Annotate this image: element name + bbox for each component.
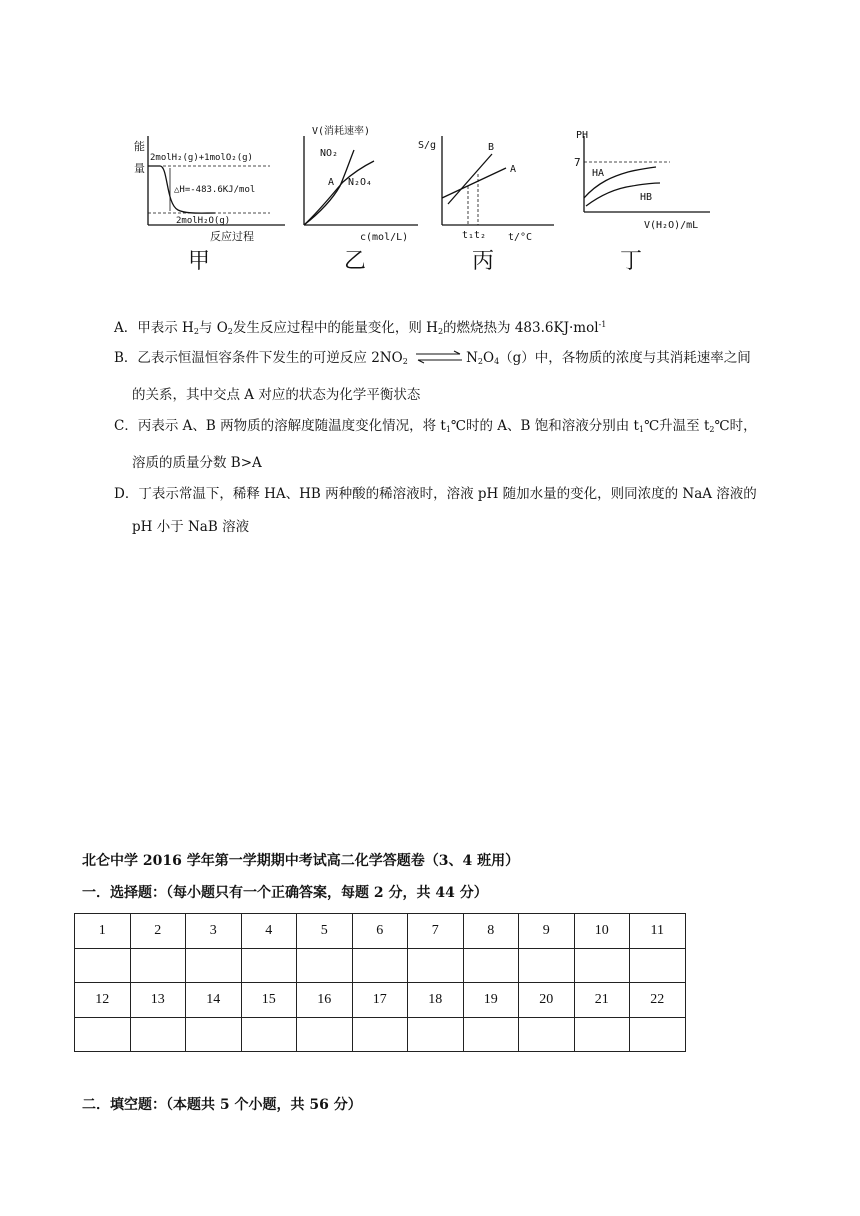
option-b-text: N [466, 350, 478, 366]
series-a: A [510, 164, 517, 175]
answer-cell[interactable] [297, 1017, 353, 1052]
option-d-line2: pH 小于 NaB 溶液 [132, 519, 250, 535]
answer-cell[interactable] [519, 948, 575, 983]
option-c [114, 415, 794, 474]
subscript: 2 [402, 357, 408, 366]
figure-ding [574, 128, 718, 274]
subscript: 2 [477, 357, 483, 366]
option-b-text: B．乙表示恒温恒容条件下发生的可逆反应 2NO [114, 350, 403, 366]
caption-bing: 丙 [472, 249, 495, 274]
caption-yi: 乙 [344, 249, 367, 274]
reversible-arrow-icon [414, 350, 464, 364]
question-number: 6 [352, 914, 408, 949]
question-number: 15 [241, 983, 297, 1018]
series-no2: NO₂ [320, 148, 339, 159]
question-number: 19 [463, 983, 519, 1018]
figure-jia [134, 128, 290, 274]
option-b-line2: 的关系，其中交点 A 对应的状态为化学平衡状态 [132, 387, 421, 403]
n2o4-curve [304, 161, 374, 225]
subscript: 2 [193, 327, 199, 336]
energy-diagram [134, 128, 290, 243]
subscript: 2 [709, 425, 715, 434]
section-1-heading: 一．选择题：（每小题只有一个正确答案，每题 2 分，共 44 分） [82, 885, 488, 901]
table-row [75, 983, 686, 1018]
curve-a [442, 168, 506, 198]
tick-7: 7 [574, 156, 581, 169]
answer-sheet-title: 北仑中学 2016 学年第一学期期中考试高二化学答题卷（3、4 班用） [82, 853, 520, 869]
question-number: 5 [297, 914, 353, 949]
y-label-2: 量 [134, 162, 145, 175]
series-ha: HA [592, 168, 605, 179]
answer-cell[interactable] [463, 948, 519, 983]
subscript: 1 [638, 425, 645, 434]
answer-cell[interactable] [630, 1017, 686, 1052]
answer-cell[interactable] [241, 1017, 297, 1052]
question-number: 16 [297, 983, 353, 1018]
x-label: t/°C [508, 232, 533, 243]
question-number: 12 [75, 983, 131, 1018]
section-2-heading: 二．填空题：（本题共 5 个小题，共 56 分） [82, 1097, 362, 1113]
question-number: 17 [352, 983, 408, 1018]
question-number: 9 [519, 914, 575, 949]
tick-t2: t₂ [474, 230, 487, 241]
answer-cell[interactable] [186, 1017, 242, 1052]
question-number: 7 [408, 914, 464, 949]
option-a [114, 314, 794, 343]
question-number: 2 [130, 914, 186, 949]
option-a-text: A．甲表示 H [114, 320, 194, 336]
question-number: 1 [75, 914, 131, 949]
figure-strip [134, 126, 720, 278]
answer-cell[interactable] [519, 1017, 575, 1052]
x-label: V(H₂O)/mL [644, 220, 699, 231]
option-c-text: C．丙表示 A、B 两物质的溶解度随温度变化情况，将 t [114, 418, 446, 434]
answer-cell[interactable] [352, 948, 408, 983]
series-n2o4: N₂O₄ [348, 177, 373, 188]
option-c-text: ℃时， [714, 418, 757, 434]
question-number: 14 [186, 983, 242, 1018]
figure-yi [298, 126, 423, 274]
question-number: 4 [241, 914, 297, 949]
table-row [75, 914, 686, 949]
option-b [114, 347, 794, 406]
question-number: 8 [463, 914, 519, 949]
x-label: 反应过程 [210, 230, 254, 243]
table-row [75, 948, 686, 983]
superscript: -1 [598, 320, 607, 329]
subscript: 2 [437, 327, 444, 336]
subscript: 2 [227, 327, 233, 336]
option-d [114, 483, 794, 538]
series-b: B [488, 142, 495, 153]
caption-ding: 丁 [620, 249, 643, 274]
top-label: 2molH₂(g)+1molO₂(g) [150, 153, 253, 163]
point-a: A [328, 177, 335, 188]
option-c-text: ℃时的 A、B 饱和溶液分别由 t [450, 418, 639, 434]
option-b-text: O [482, 350, 495, 366]
answer-cell[interactable] [241, 948, 297, 983]
caption-jia: 甲 [188, 249, 211, 274]
question-number: 3 [186, 914, 242, 949]
table-row [75, 1017, 686, 1052]
answer-cell[interactable] [75, 948, 131, 983]
answer-cell[interactable] [75, 1017, 131, 1052]
question-number: 13 [130, 983, 186, 1018]
answer-cell[interactable] [574, 1017, 630, 1052]
rate-concentration-graph [298, 126, 423, 243]
tick-t1: t₁ [462, 230, 475, 241]
y-label-1: 能 [134, 140, 145, 153]
answer-cell[interactable] [297, 948, 353, 983]
series-hb: HB [640, 192, 653, 203]
question-number: 10 [574, 914, 630, 949]
figure-bing [418, 128, 561, 274]
x-label: c(mol/L) [360, 232, 409, 243]
option-a-text: 与 O [198, 320, 228, 336]
option-a-text: 发生反应过程中的能量变化，则 H [232, 320, 438, 336]
subscript: 1 [445, 425, 451, 434]
answer-cell[interactable] [408, 948, 464, 983]
answer-cell[interactable] [130, 1017, 186, 1052]
answer-cell[interactable] [630, 948, 686, 983]
answer-cell[interactable] [463, 1017, 519, 1052]
ph-dilution-graph [574, 128, 718, 233]
option-b-text: （g）中，各物质的浓度与其消耗速率之间 [499, 350, 751, 366]
answer-cell[interactable] [408, 1017, 464, 1052]
y-label: PH [576, 130, 589, 141]
answer-cell[interactable] [352, 1017, 408, 1052]
question-number: 11 [630, 914, 686, 949]
option-c-text: ℃升温至 t [644, 418, 710, 434]
question-number: 22 [630, 983, 686, 1018]
solubility-graph [418, 128, 561, 243]
curve-b [448, 154, 492, 204]
dh-label: △H=-483.6KJ/mol [174, 185, 256, 195]
answer-table [74, 913, 686, 1052]
option-c-line2: 溶质的质量分数 B>A [132, 455, 262, 471]
option-a-text: 的燃烧热为 483.6KJ·mol [443, 320, 599, 336]
option-d-line1: D．丁表示常温下，稀释 HA、HB 两种酸的稀溶液时，溶液 pH 随加水量的变化，则同浓度的 NaA 溶液的 [114, 486, 757, 502]
question-number: 21 [574, 983, 630, 1018]
answer-cell[interactable] [574, 948, 630, 983]
y-label: V(消耗速率) [312, 126, 371, 137]
y-label: S/g [418, 140, 437, 151]
question-number: 18 [408, 983, 464, 1018]
answer-cell[interactable] [130, 948, 186, 983]
question-number: 20 [519, 983, 575, 1018]
answer-cell[interactable] [186, 948, 242, 983]
bottom-label: 2molH₂O(g) [176, 216, 231, 226]
subscript: 4 [494, 357, 500, 366]
